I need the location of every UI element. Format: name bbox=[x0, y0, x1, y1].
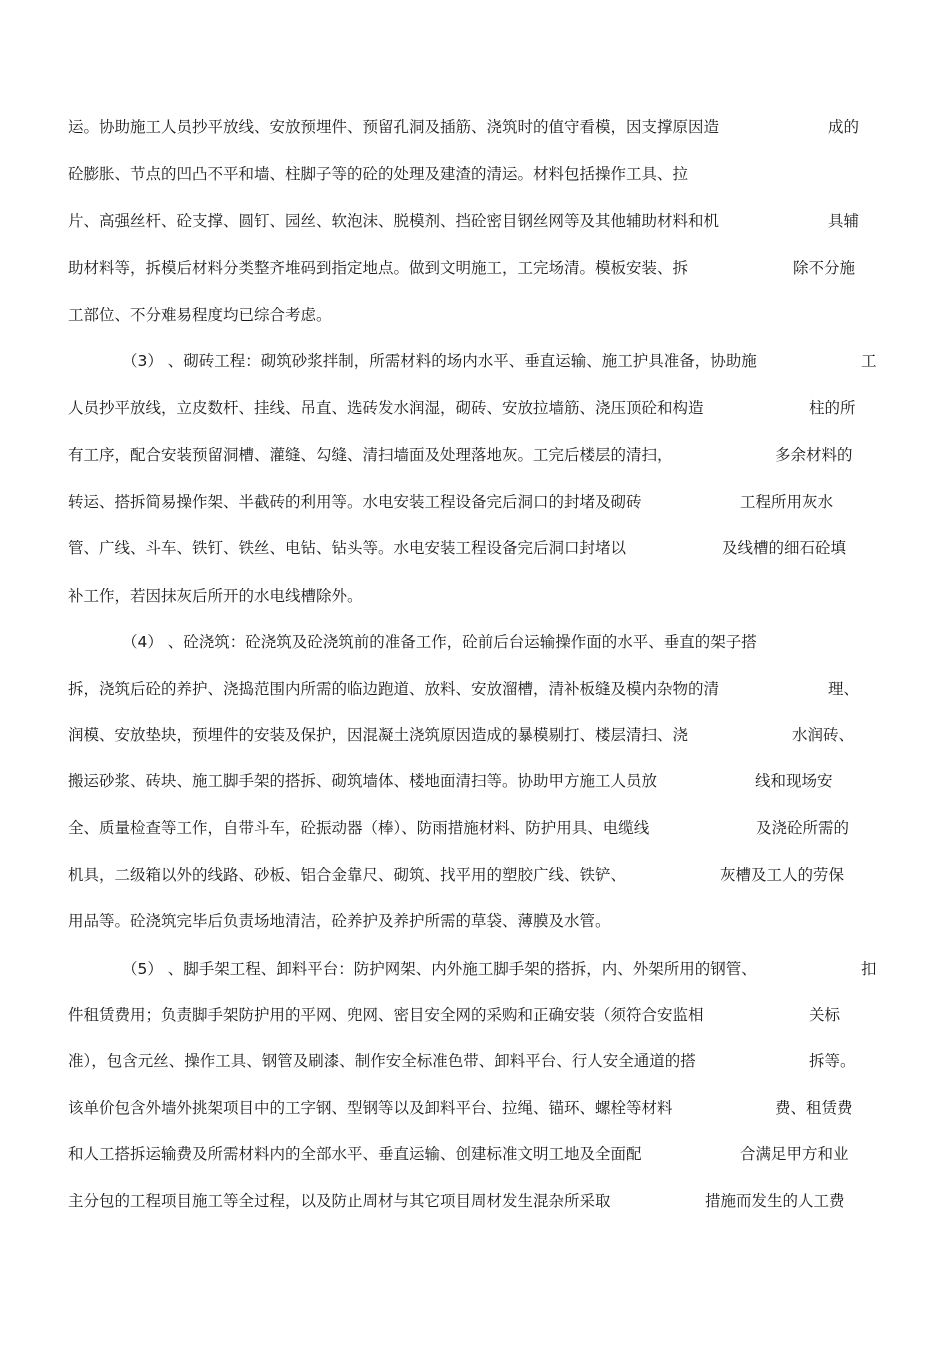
line-text: 拆，浇筑后砼的养护、浇捣范围内所需的临边跑道、放料、安放溜槽，清补板缝及模内杂物的清 bbox=[68, 680, 720, 698]
text-line bbox=[0, 1003, 950, 1027]
line-text: 有工序，配合安装预留洞槽、灌缝、勾缝、清扫墙面及处理落地灰。工完后楼层的清扫， bbox=[68, 446, 673, 464]
line-text: 搬运砂浆、砖块、施工脚手架的搭拆、砌筑墙体、楼地面清扫等。协助甲方施工人员放 bbox=[68, 772, 658, 790]
text-line bbox=[0, 1096, 950, 1120]
text-line bbox=[0, 443, 950, 467]
text-line bbox=[0, 909, 950, 933]
line-text: （4） 、砼浇筑：砼浇筑及砼浇筑前的准备工作，砼前后台运输操作面的水平、垂直的架子搭 bbox=[122, 633, 757, 651]
line-text: 助材料等，拆模后材料分类整齐堆码到指定地点。做到文明施工，工完场清。模板安装、拆 bbox=[68, 259, 689, 277]
line-text-tail: 理、 bbox=[828, 680, 860, 698]
text-line bbox=[0, 957, 950, 981]
line-text-tail: 关标 bbox=[809, 1006, 841, 1024]
line-text-tail: 措施而发生的人工费 bbox=[705, 1192, 845, 1210]
text-line bbox=[0, 115, 950, 139]
text-line bbox=[0, 630, 950, 654]
text-line bbox=[0, 162, 950, 186]
line-text-tail: 除不分施 bbox=[793, 259, 856, 277]
text-line bbox=[0, 490, 950, 514]
text-line bbox=[0, 677, 950, 701]
line-text: （3） 、砌砖工程：砌筑砂浆拌制，所需材料的场内水平、垂直运输、施工护具准备，协助施 bbox=[122, 352, 757, 370]
line-text: 主分包的工程项目施工等全过程，以及防止周材与其它项目周材发生混杂所采取 bbox=[68, 1192, 611, 1210]
text-line bbox=[0, 1049, 950, 1073]
line-text-tail: 线和现场安 bbox=[755, 772, 833, 790]
line-text: 转运、搭拆简易操作架、半截砖的利用等。水电安装工程设备完后洞口的封堵及砌砖 bbox=[68, 493, 642, 511]
line-text: 管、广线、斗车、铁钉、铁丝、电钻、钻头等。水电安装工程设备完后洞口封堵以 bbox=[68, 539, 627, 557]
line-text: 运。协助施工人员抄平放线、安放预埋件、预留孔洞及插筋、浇筑时的值守看模，因支撑原因造 bbox=[68, 118, 720, 136]
text-line bbox=[0, 816, 950, 840]
line-text: 补工作，若因抹灰后所开的水电线槽除外。 bbox=[68, 587, 363, 605]
line-text: 该单价包含外墙外挑架项目中的工字钢、型钢等以及卸料平台、拉绳、锚环、螺栓等材料 bbox=[68, 1099, 673, 1117]
text-line bbox=[0, 536, 950, 560]
text-line bbox=[0, 256, 950, 280]
line-text: 砼膨胀、节点的凹凸不平和墙、柱脚子等的砼的处理及建渣的清运。材料包括操作工具、拉 bbox=[68, 165, 689, 183]
line-text: （5） 、脚手架工程、卸料平台：防护网架、内外施工脚手架的搭拆，内、外架所用的钢管、 bbox=[122, 960, 757, 978]
line-text-tail: 多余材料的 bbox=[775, 446, 853, 464]
line-text: 润模、安放垫块，预埋件的安装及保护，因混凝土浇筑原因造成的暴模剔打、楼层清扫、浇 bbox=[68, 726, 689, 744]
line-text-tail: 柱的所 bbox=[809, 399, 856, 417]
line-text: 准），包含元丝、操作工具、钢管及刷漆、制作安全标准色带、卸料平台、行人安全通道的搭 bbox=[68, 1052, 696, 1070]
text-line bbox=[0, 349, 950, 373]
text-line bbox=[0, 723, 950, 747]
text-line bbox=[0, 584, 950, 608]
text-line bbox=[0, 769, 950, 793]
line-text: 件租赁费用；负责脚手架防护用的平网、兜网、密目安全网的采购和正确安装（须符合安监相 bbox=[68, 1006, 704, 1024]
text-line bbox=[0, 1142, 950, 1166]
line-text-tail: 工 bbox=[861, 352, 877, 370]
line-text: 全、质量检查等工作，自带斗车，砼振动器（棒）、防雨措施材料、防护用具、电缆线 bbox=[68, 819, 650, 837]
line-text-tail: 成的 bbox=[828, 118, 860, 136]
line-text-tail: 拆等。 bbox=[809, 1052, 856, 1070]
line-text-tail: 及浇砼所需的 bbox=[756, 819, 850, 837]
text-line bbox=[0, 1189, 950, 1213]
line-text: 用品等。砼浇筑完毕后负责场地清洁，砼养护及养护所需的草袋、薄膜及水管。 bbox=[68, 912, 611, 930]
line-text-tail: 及线槽的细石砼填 bbox=[722, 539, 847, 557]
line-text-tail: 合满足甲方和业 bbox=[740, 1145, 849, 1163]
line-text: 人员抄平放线，立皮数杆、挂线、吊直、选砖发水润湿，砌砖、安放拉墙筋、浇压顶砼和构造 bbox=[68, 399, 704, 417]
line-text: 工部位、不分难易程度均已综合考虑。 bbox=[68, 306, 332, 324]
line-text-tail: 扣 bbox=[861, 960, 877, 978]
text-line bbox=[0, 863, 950, 887]
line-text-tail: 灰槽及工人的劳保 bbox=[720, 866, 845, 884]
line-text: 机具，二级箱以外的线路、砂板、铝合金靠尺、砌筑、找平用的塑胶广线、铁铲、 bbox=[68, 866, 627, 884]
line-text: 和人工搭拆运输费及所需材料内的全部水平、垂直运输、创建标准文明工地及全面配 bbox=[68, 1145, 642, 1163]
line-text-tail: 工程所用灰水 bbox=[740, 493, 834, 511]
line-text-tail: 具辅 bbox=[828, 212, 860, 230]
text-line bbox=[0, 209, 950, 233]
line-text-tail: 水润砖、 bbox=[792, 726, 855, 744]
line-text-tail: 费、租赁费 bbox=[775, 1099, 853, 1117]
text-line bbox=[0, 303, 950, 327]
text-line bbox=[0, 396, 950, 420]
line-text: 片、高强丝杆、砼支撑、圆钉、园丝、软泡沫、脱模剂、挡砼密目钢丝网等及其他辅助材料和机 bbox=[68, 212, 720, 230]
